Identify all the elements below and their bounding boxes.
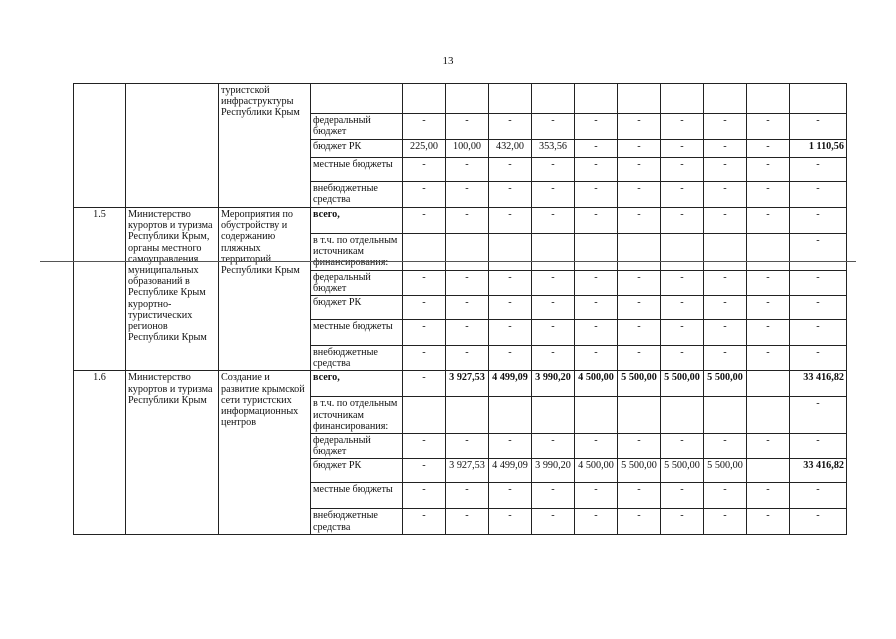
value-cell — [532, 234, 575, 271]
value-cell — [618, 84, 661, 114]
value-cell: - — [704, 509, 747, 534]
value-cell: 5 500,00 — [618, 371, 661, 397]
funding-source-cell: бюджет РК — [311, 459, 403, 483]
value-cell: 4 500,00 — [575, 459, 618, 483]
value-cell: - — [704, 320, 747, 346]
index-cell: 1.5 — [74, 208, 126, 371]
value-cell: - — [661, 140, 704, 158]
value-cell: - — [661, 509, 704, 534]
value-cell: - — [704, 434, 747, 459]
funding-source-cell: внебюджетные средства — [311, 346, 403, 371]
value-cell: - — [532, 509, 575, 534]
measure-cell: Мероприятия по обустройству и содержанию пляжных территорий Республики Крым — [219, 208, 311, 371]
funding-source-cell: местные бюджеты — [311, 320, 403, 346]
value-cell: - — [618, 270, 661, 295]
value-cell — [704, 234, 747, 271]
value-cell: 5 500,00 — [704, 371, 747, 397]
value-cell: - — [661, 296, 704, 320]
value-cell: - — [661, 483, 704, 509]
value-cell: - — [489, 320, 532, 346]
value-cell: - — [403, 320, 446, 346]
measure-cell: туристской инфраструктуры Республики Крым — [219, 84, 311, 208]
value-cell: - — [532, 296, 575, 320]
value-cell: - — [618, 509, 661, 534]
funding-source-cell: внебюджетные средства — [311, 182, 403, 208]
executor-cell: Министерство курортов и туризма Республики Крым — [126, 371, 219, 534]
value-cell — [747, 397, 790, 434]
value-cell: - — [446, 320, 489, 346]
value-cell: 225,00 — [403, 140, 446, 158]
value-cell: - — [661, 270, 704, 295]
value-cell: - — [446, 182, 489, 208]
funding-source-cell: федеральный бюджет — [311, 114, 403, 140]
value-cell: - — [532, 208, 575, 234]
value-cell: - — [489, 114, 532, 140]
total-cell: - — [790, 320, 847, 346]
value-cell: - — [489, 208, 532, 234]
executor-cell: Министерство курортов и туризма Республики Крым, органы местного самоуправления муниципальных образований в Республике Крым курортно-туристических регионов Республики Крым — [126, 208, 219, 371]
value-cell: - — [618, 158, 661, 182]
value-cell: 4 499,09 — [489, 459, 532, 483]
value-cell: - — [575, 208, 618, 234]
value-cell: - — [532, 434, 575, 459]
value-cell: 4 500,00 — [575, 371, 618, 397]
value-cell — [747, 234, 790, 271]
value-cell: - — [575, 158, 618, 182]
value-cell: - — [661, 320, 704, 346]
total-cell: 33 416,82 — [790, 371, 847, 397]
value-cell: - — [575, 140, 618, 158]
funding-source-cell: бюджет РК — [311, 140, 403, 158]
value-cell: - — [446, 509, 489, 534]
value-cell: - — [489, 509, 532, 534]
value-cell — [661, 397, 704, 434]
value-cell: 3 927,53 — [446, 459, 489, 483]
value-cell: - — [618, 346, 661, 371]
funding-source-cell: внебюджетные средства — [311, 509, 403, 534]
value-cell: - — [704, 158, 747, 182]
value-cell: - — [446, 208, 489, 234]
value-cell: - — [575, 509, 618, 534]
value-cell — [661, 84, 704, 114]
total-cell: - — [790, 483, 847, 509]
total-cell: - — [790, 114, 847, 140]
total-cell: - — [790, 182, 847, 208]
value-cell: - — [747, 140, 790, 158]
total-cell: - — [790, 434, 847, 459]
total-cell: - — [790, 270, 847, 295]
value-cell — [747, 84, 790, 114]
value-cell — [446, 397, 489, 434]
value-cell: - — [575, 114, 618, 140]
value-cell — [704, 84, 747, 114]
value-cell: - — [747, 509, 790, 534]
value-cell: - — [747, 320, 790, 346]
total-cell: - — [790, 234, 847, 271]
index-cell — [74, 84, 126, 208]
value-cell: - — [575, 483, 618, 509]
value-cell — [489, 234, 532, 271]
total-cell: - — [790, 397, 847, 434]
value-cell: - — [704, 114, 747, 140]
value-cell: - — [747, 434, 790, 459]
value-cell: - — [661, 434, 704, 459]
value-cell — [403, 397, 446, 434]
value-cell — [575, 397, 618, 434]
value-cell: - — [532, 346, 575, 371]
block-1-5 — [74, 208, 847, 371]
value-cell: - — [575, 270, 618, 295]
value-cell: - — [747, 346, 790, 371]
measure-cell: Создание и развитие крымской сети туристских информационных центров — [219, 371, 311, 534]
value-cell: - — [489, 346, 532, 371]
value-cell: - — [704, 296, 747, 320]
value-cell: - — [575, 182, 618, 208]
value-cell: - — [618, 182, 661, 208]
value-cell — [704, 397, 747, 434]
budget-table — [73, 83, 847, 535]
funding-source-cell: федеральный бюджет — [311, 270, 403, 295]
value-cell: - — [747, 182, 790, 208]
value-cell: 4 499,09 — [489, 371, 532, 397]
table-row — [74, 84, 847, 114]
value-cell: 5 500,00 — [661, 459, 704, 483]
value-cell: - — [747, 114, 790, 140]
value-cell — [575, 84, 618, 114]
value-cell: - — [618, 114, 661, 140]
value-cell: - — [575, 320, 618, 346]
value-cell: - — [446, 114, 489, 140]
value-cell: - — [403, 346, 446, 371]
value-cell: - — [661, 114, 704, 140]
value-cell: - — [403, 459, 446, 483]
value-cell: 3 990,20 — [532, 459, 575, 483]
value-cell: - — [747, 208, 790, 234]
value-cell: - — [704, 346, 747, 371]
value-cell: - — [618, 208, 661, 234]
total-cell: - — [790, 296, 847, 320]
value-cell: - — [403, 483, 446, 509]
value-cell: 432,00 — [489, 140, 532, 158]
value-cell: - — [704, 182, 747, 208]
funding-source-cell: всего, — [311, 208, 403, 234]
value-cell: - — [618, 434, 661, 459]
value-cell: - — [489, 270, 532, 295]
value-cell — [489, 84, 532, 114]
value-cell: - — [704, 270, 747, 295]
value-cell: - — [532, 114, 575, 140]
value-cell: - — [532, 182, 575, 208]
value-cell: - — [661, 182, 704, 208]
value-cell: - — [489, 483, 532, 509]
total-cell: - — [790, 208, 847, 234]
value-cell: - — [403, 270, 446, 295]
value-cell: - — [403, 158, 446, 182]
value-cell: - — [489, 296, 532, 320]
value-cell: 5 500,00 — [661, 371, 704, 397]
value-cell: - — [704, 140, 747, 158]
value-cell: - — [403, 371, 446, 397]
value-cell: - — [446, 158, 489, 182]
funding-source-cell: местные бюджеты — [311, 158, 403, 182]
value-cell: - — [704, 483, 747, 509]
value-cell: - — [661, 158, 704, 182]
funding-source-cell: всего, — [311, 371, 403, 397]
value-cell: - — [403, 296, 446, 320]
value-cell: - — [618, 320, 661, 346]
value-cell — [747, 459, 790, 483]
value-cell: - — [403, 434, 446, 459]
value-cell: - — [489, 434, 532, 459]
value-cell: - — [532, 158, 575, 182]
total-cell: 33 416,82 — [790, 459, 847, 483]
value-cell: - — [489, 182, 532, 208]
value-cell: 5 500,00 — [618, 459, 661, 483]
value-cell: 3 990,20 — [532, 371, 575, 397]
value-cell: - — [446, 296, 489, 320]
block-1-6 — [74, 371, 847, 534]
value-cell: - — [446, 270, 489, 295]
total-cell: - — [790, 509, 847, 534]
total-cell: 1 110,56 — [790, 140, 847, 158]
value-cell: - — [618, 483, 661, 509]
value-cell — [618, 234, 661, 271]
value-cell — [618, 397, 661, 434]
value-cell: - — [446, 483, 489, 509]
value-cell: - — [489, 158, 532, 182]
value-cell: - — [446, 434, 489, 459]
value-cell: - — [575, 434, 618, 459]
value-cell: - — [575, 296, 618, 320]
value-cell: - — [532, 270, 575, 295]
funding-source-cell — [311, 84, 403, 114]
block-top — [74, 84, 847, 208]
value-cell: - — [747, 270, 790, 295]
value-cell: 3 927,53 — [446, 371, 489, 397]
value-cell — [446, 84, 489, 114]
value-cell: - — [618, 296, 661, 320]
value-cell — [532, 84, 575, 114]
value-cell: - — [403, 208, 446, 234]
value-cell — [747, 371, 790, 397]
value-cell: - — [532, 320, 575, 346]
funding-source-cell: местные бюджеты — [311, 483, 403, 509]
value-cell: - — [747, 158, 790, 182]
value-cell: - — [446, 346, 489, 371]
funding-source-cell: в т.ч. по отдельным источникам финансирования: — [311, 234, 403, 271]
value-cell: 5 500,00 — [704, 459, 747, 483]
funding-source-cell: бюджет РК — [311, 296, 403, 320]
index-cell: 1.6 — [74, 371, 126, 534]
value-cell: - — [747, 296, 790, 320]
value-cell — [661, 234, 704, 271]
value-cell — [532, 397, 575, 434]
value-cell: - — [661, 208, 704, 234]
value-cell: - — [661, 346, 704, 371]
value-cell — [575, 234, 618, 271]
total-cell: - — [790, 346, 847, 371]
scan-divider-line — [40, 261, 856, 262]
value-cell — [489, 397, 532, 434]
value-cell: 100,00 — [446, 140, 489, 158]
value-cell: - — [532, 483, 575, 509]
funding-source-cell: федеральный бюджет — [311, 434, 403, 459]
value-cell — [403, 234, 446, 271]
executor-cell — [126, 84, 219, 208]
value-cell: - — [618, 140, 661, 158]
value-cell: - — [747, 483, 790, 509]
value-cell: - — [704, 208, 747, 234]
total-cell: - — [790, 158, 847, 182]
value-cell — [403, 84, 446, 114]
table-row — [74, 371, 847, 397]
value-cell: - — [575, 346, 618, 371]
value-cell: - — [403, 509, 446, 534]
value-cell: 353,56 — [532, 140, 575, 158]
value-cell: - — [403, 114, 446, 140]
funding-source-cell: в т.ч. по отдельным источникам финансирования: — [311, 397, 403, 434]
value-cell — [446, 234, 489, 271]
table-row — [74, 208, 847, 234]
value-cell: - — [403, 182, 446, 208]
page-number: 13 — [442, 55, 454, 67]
total-cell — [790, 84, 847, 114]
